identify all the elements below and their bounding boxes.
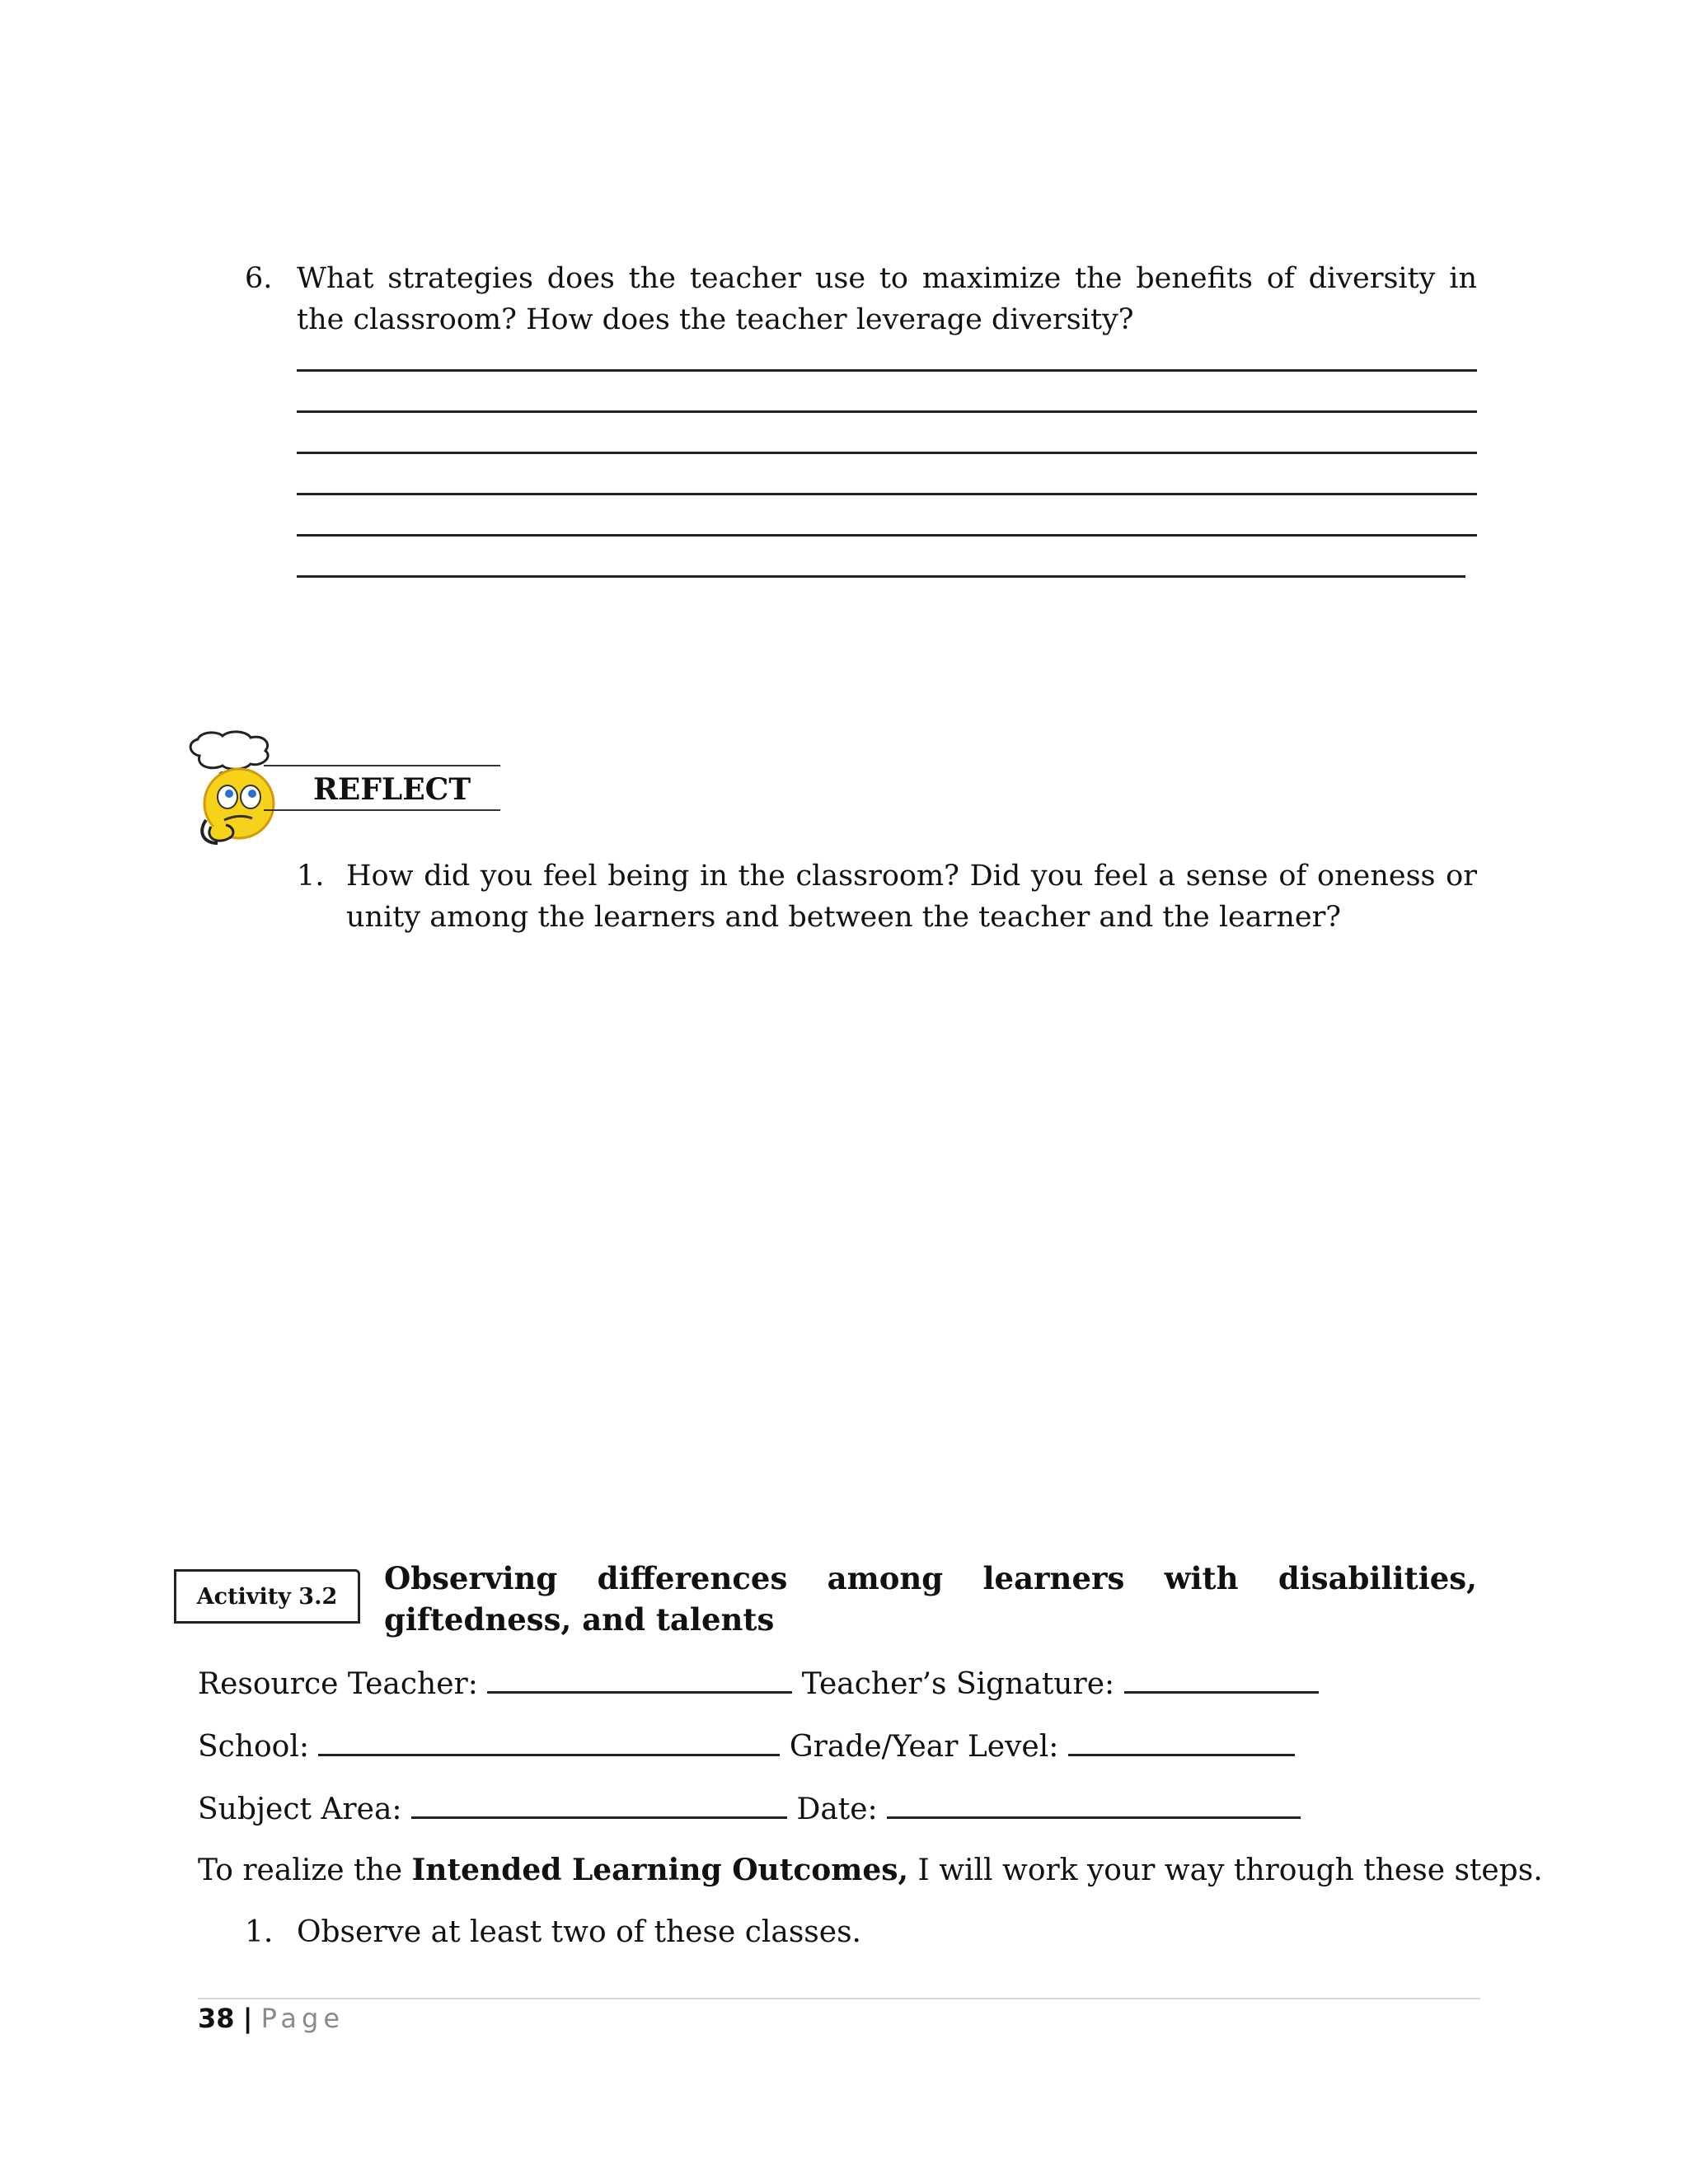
grade-level-field[interactable] <box>1068 1724 1295 1756</box>
answer-line[interactable] <box>297 534 1477 537</box>
page-word: Page <box>260 2003 345 2034</box>
page-number: 38 <box>198 2003 235 2034</box>
form-row-subject <box>198 1787 1301 1830</box>
intro-bold: Intended Learning Outcomes, <box>411 1853 909 1887</box>
thinking-face-icon <box>175 729 298 845</box>
subject-area-field[interactable] <box>411 1787 787 1819</box>
intro-before: To realize the <box>198 1854 412 1887</box>
answer-line[interactable] <box>297 575 1465 578</box>
activity-title: Observing differences among learners with disabilities, giftedness, and talents <box>384 1560 1477 1638</box>
teacher-signature-label: Teacher’s Signature: <box>801 1667 1115 1701</box>
page-footer <box>198 2003 345 2034</box>
question-number: 6. <box>245 262 273 295</box>
reflect-rule-bottom <box>264 809 500 811</box>
form-row-school <box>198 1724 1295 1768</box>
grade-level-label: Grade/Year Level: <box>789 1730 1059 1764</box>
resource-teacher-label: Resource Teacher: <box>198 1667 478 1701</box>
teacher-signature-field[interactable] <box>1124 1661 1319 1694</box>
answer-line[interactable] <box>297 493 1477 495</box>
date-label: Date: <box>796 1793 878 1826</box>
intro-after: I will work your way through these steps. <box>908 1854 1543 1887</box>
school-field[interactable] <box>318 1724 780 1756</box>
activity-label-box <box>174 1569 360 1624</box>
school-label: School: <box>198 1730 309 1764</box>
form-row-teacher <box>198 1661 1319 1705</box>
footer-rule <box>198 1998 1480 1999</box>
reflect-title: REFLECT <box>313 772 471 807</box>
reflect-rule-top <box>264 765 500 766</box>
reflect-item-text: How did you feel being in the classroom? Did you feel a sense of oneness or unity among the learners and between the teacher and the learner? <box>346 860 1477 934</box>
page-separator: | <box>242 2003 253 2034</box>
step-number: 1. <box>245 1915 274 1949</box>
step-text: Observe at least two of these classes. <box>297 1915 862 1949</box>
answer-line[interactable] <box>297 452 1477 454</box>
subject-area-label: Subject Area: <box>198 1793 402 1826</box>
resource-teacher-field[interactable] <box>487 1661 792 1694</box>
date-field[interactable] <box>887 1787 1301 1819</box>
reflect-header <box>175 729 504 845</box>
answer-line[interactable] <box>297 410 1477 413</box>
intro-sentence <box>198 1849 1543 1891</box>
question-text: What strategies does the teacher use to maximize the benefits of diversity in the classroom? How does the teacher leverage diversity? <box>297 262 1477 336</box>
answer-line[interactable] <box>297 369 1477 372</box>
reflect-item-number: 1. <box>297 860 325 893</box>
activity-label: Activity 3.2 <box>196 1583 338 1610</box>
